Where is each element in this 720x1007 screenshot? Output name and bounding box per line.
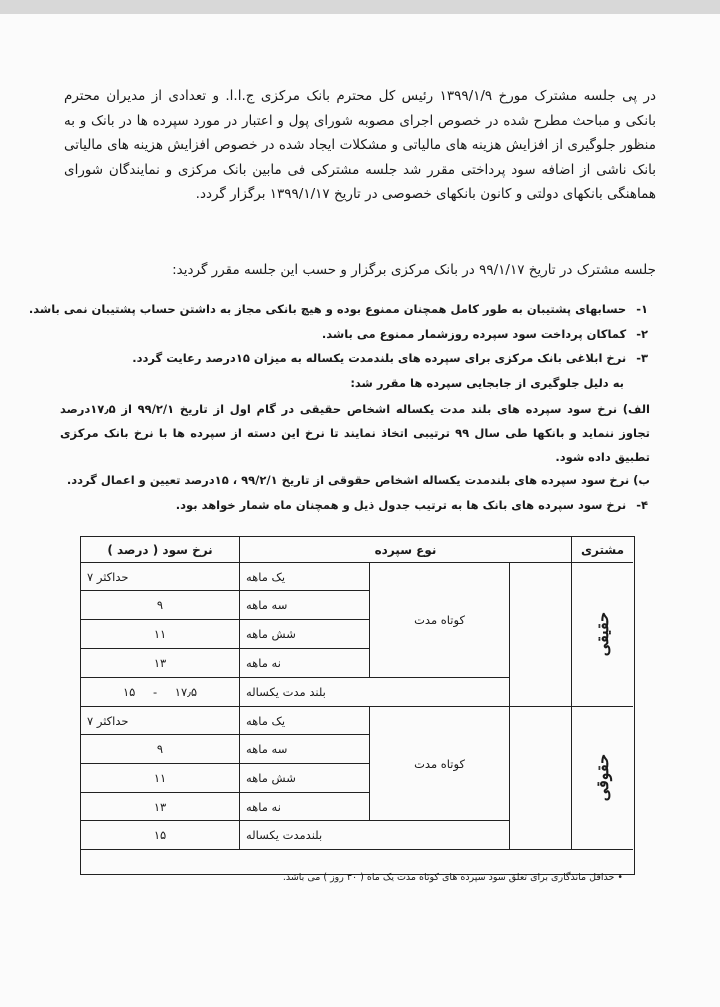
long-term-rate-range [81, 678, 240, 707]
period-cell: سه ماهه [240, 735, 370, 764]
item-text: نرخ ابلاغی بانک مرکزی برای سپرده های بلندمدت یکساله به میزان ۱۵درصد رعایت گردد. [132, 351, 627, 365]
item-3-note [350, 375, 624, 392]
header-deposit-type: نوع سپرده [240, 537, 572, 563]
item-number: ۳- [636, 351, 648, 365]
rate-range-low: ۱۵ [122, 685, 136, 699]
rate-range-high: ۱۷٫۵ [174, 685, 198, 699]
period-cell: شش ماهه [240, 620, 370, 649]
top-border [0, 0, 720, 14]
table-footnote: • حداقل ماندگاری برای تعلق سود سپرده های کوتاه مدت یک ماه ( ۳۰ روز ) می باشد. [282, 871, 623, 883]
period-cell: نه ماهه [240, 649, 370, 678]
item-1 [29, 301, 648, 318]
short-term-cell: کوتاه مدت [370, 707, 510, 821]
item-3 [132, 350, 648, 367]
rate-cell: ۹ [81, 735, 240, 764]
item-number: ۱- [636, 302, 648, 316]
rate-cell: ۱۱ [81, 764, 240, 793]
rate-range-dash: - [152, 685, 158, 699]
period-cell: سه ماهه [240, 591, 370, 620]
intro-paragraph: در پی جلسه مشترک مورخ ۱۳۹۹/۱/۹ رئیس کل محترم بانک مرکزی ج.ا.ا. و تعدادی از مدیران محترم بانکی و مباحث مطرح شده در خصوص اجرای مصوبه شورای پول و اعتبار در مورد سپرده ها در بانک و به منظور جلوگیری از افزایش هزینه های مالیاتی و مشکلات ایجاد شده در خصوص افزایش هزینه های مالیاتی بانک ناشی از اضافه سود پرداختی مقرر شد جلسه مشترکی فی مابین بانک مرکزی و نمایندگان شورای هماهنگی بانکهای دولتی و کانون بانکهای خصوصی در تاریخ ۱۳۹۹/۱/۱۷ برگزار گردد. [64, 88, 656, 202]
item-text: کماکان پرداخت سود سپرده روزشمار ممنوع می باشد. [321, 327, 627, 341]
rate-cell: ۱۳ [81, 793, 240, 821]
item-number: ۴- [636, 498, 648, 512]
long-term-rate: ۱۵ [81, 821, 240, 850]
item-text: ب) نرخ سود سپرده های بلندمدت یکساله اشخاص حقوقی از تاریخ ۹۹/۲/۱ ، ۱۵درصد تعیین و اعمال گردد. [66, 473, 650, 487]
header-customer: مشتری [572, 537, 633, 563]
empty-cell [510, 707, 572, 850]
empty-cell [510, 563, 572, 707]
header-rate: نرخ سود ( درصد ) [81, 537, 240, 563]
long-term-cell: بلندمدت یکساله [240, 821, 510, 850]
item-text: به دلیل جلوگیری از جابجایی سپرده ها مقرر شد: [350, 376, 624, 390]
rate-cell: حداکثر ۷ [81, 707, 240, 735]
item-text: الف) نرخ سود سپرده های بلند مدت یکساله اشخاص حقیقی در گام اول از تاریخ ۹۹/۲/۱ از ۱۷٫۵درصد تجاوز ننماید و بانکها طی سال ۹۹ ترتیبی اتخاذ نمایند تا نرخ این دسته از سپرده ها با نرخ بانک مرکزی تطبیق داده شود. [60, 402, 650, 464]
item-number: ۲- [636, 327, 648, 341]
meeting-decision-paragraph: جلسه مشترک در تاریخ ۹۹/۱/۱۷ در بانک مرکزی برگزار و حسب این جلسه مقرر گردید: [172, 262, 656, 278]
item-4 [176, 497, 648, 514]
period-cell: یک ماهه [240, 707, 370, 735]
rate-cell: حداکثر ۷ [81, 563, 240, 591]
rate-cell: ۱۱ [81, 620, 240, 649]
long-term-cell: بلند مدت یکساله [240, 678, 510, 707]
item-text: حسابهای پشتیبان به طور کامل همچنان ممنوع بوده و هیچ بانکی مجاز به داشتن حساب پشتیبان نمی باشد. [28, 302, 627, 316]
item-2 [322, 326, 648, 343]
item-3-b [67, 472, 650, 489]
customer-legal-person [572, 707, 633, 850]
customer-label: حقیقی [593, 612, 612, 657]
item-3-a [60, 397, 650, 469]
period-cell: شش ماهه [240, 764, 370, 793]
deposit-rates-table [80, 536, 635, 883]
customer-natural-person [572, 563, 633, 707]
item-text: نرخ سود سپرده های بانک ها به ترتیب جدول ذیل و همچنان ماه شمار خواهد بود. [175, 498, 627, 512]
customer-label: حقوقی [593, 754, 612, 802]
short-term-cell: کوتاه مدت [370, 563, 510, 678]
period-cell: نه ماهه [240, 793, 370, 821]
rate-cell: ۹ [81, 591, 240, 620]
period-cell: یک ماهه [240, 563, 370, 591]
rate-cell: ۱۳ [81, 649, 240, 678]
